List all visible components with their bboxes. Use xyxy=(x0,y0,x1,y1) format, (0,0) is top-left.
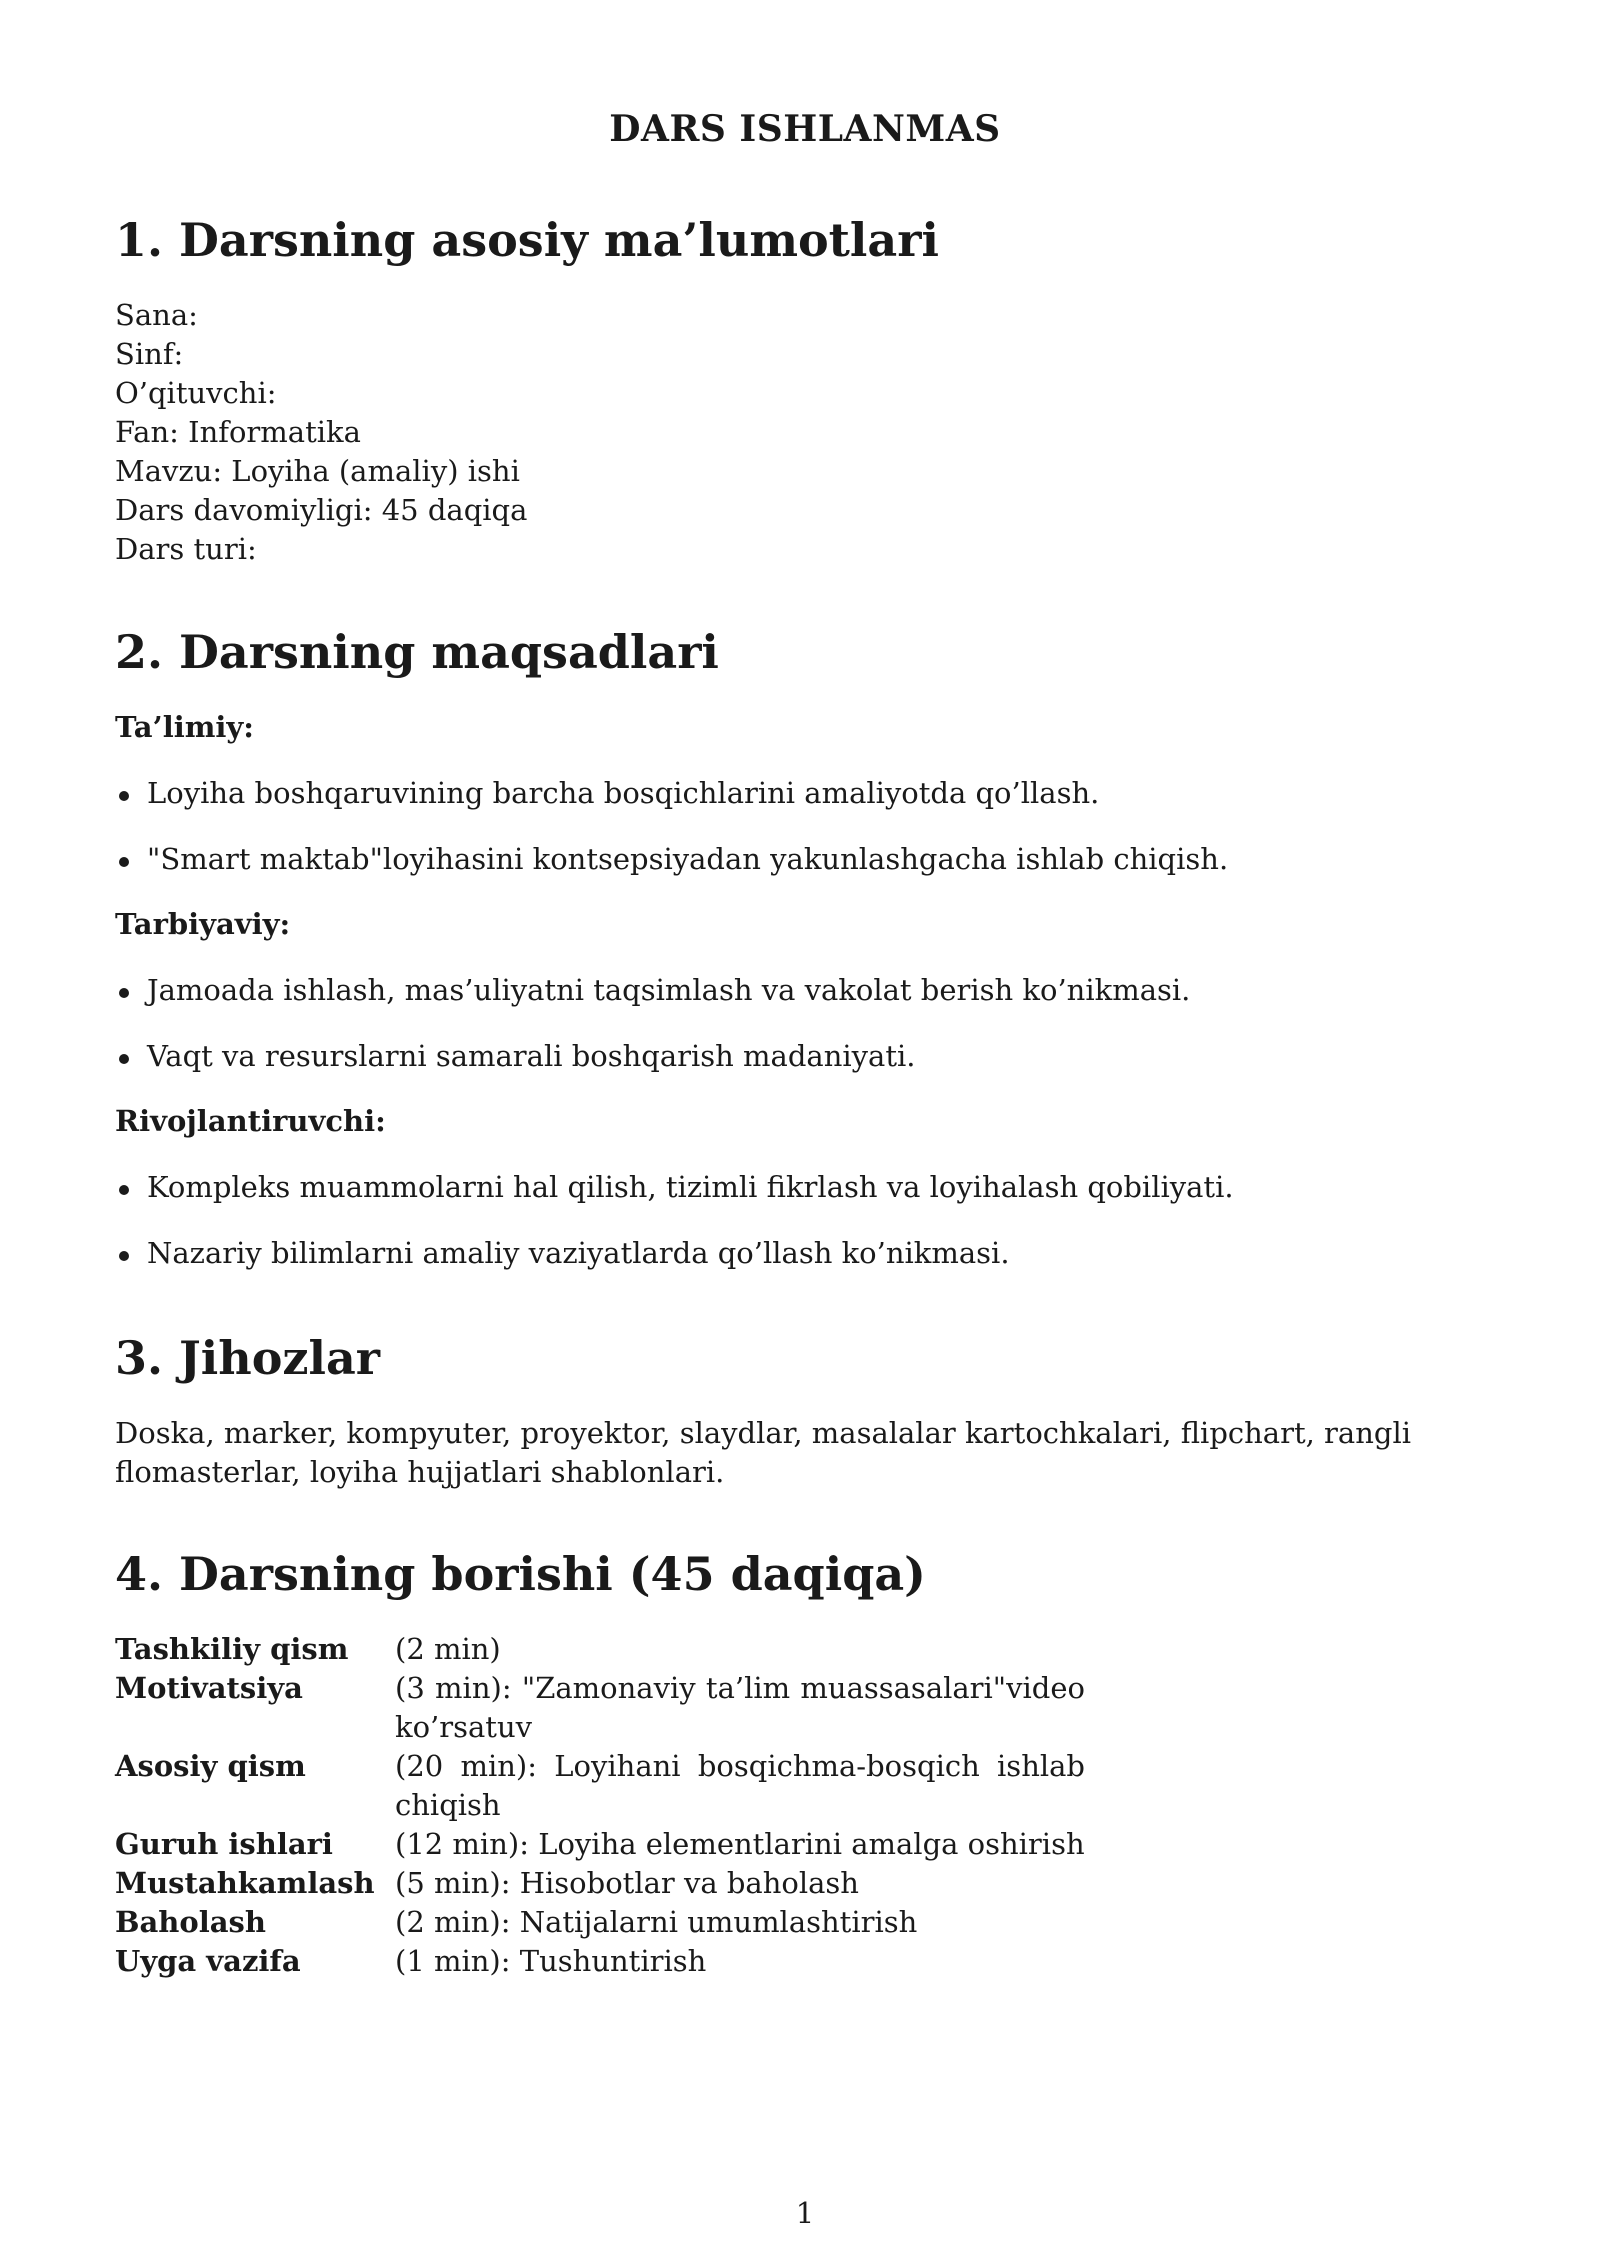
goal-list-developmental xyxy=(115,1168,1234,1300)
info-line-lesson-type: Dars turi: xyxy=(115,532,257,566)
list-item: Nazariy bilimlarni amaliy vaziyatlarda qo’llash ko’nikmasi. xyxy=(115,1234,1234,1273)
list-item: Vaqt va resurslarni samarali boshqarish madaniyati. xyxy=(115,1037,1190,1076)
table-row xyxy=(115,1942,1085,1981)
basic-info-list xyxy=(115,296,527,569)
list-item: Kompleks muammolarni hal qilish, tizimli fikrlash va loyihalash qobiliyati. xyxy=(115,1168,1234,1207)
section-heading-goals: 2. Darsning maqsadlari xyxy=(115,625,719,679)
equipment-text: Doska, marker, kompyuter, proyektor, slaydlar, masalalar kartochkalari, flipchart, rangli flomasterlar, loyiha hujjatlari shablonlari. xyxy=(115,1416,1411,1489)
info-line-class: Sinf: xyxy=(115,337,184,371)
goal-group-title-educational: Ta’limiy: xyxy=(115,710,254,744)
section-heading-equipment: 3. Jihozlar xyxy=(115,1331,381,1385)
table-row xyxy=(115,1864,1085,1903)
lesson-flow-table xyxy=(115,1630,1085,1981)
flow-label: Guruh ishlari xyxy=(115,1827,333,1861)
flow-label: Uyga vazifa xyxy=(115,1944,301,1978)
info-line-subject: Fan: Informatika xyxy=(115,415,361,449)
flow-desc: (5 min): Hisobotlar va baholash xyxy=(395,1866,859,1900)
info-line-teacher: O’qituvchi: xyxy=(115,376,277,410)
info-line-topic: Mavzu: Loyiha (amaliy) ishi xyxy=(115,454,520,488)
list-item: Loyiha boshqaruvining barcha bosqichlarini amaliyotda qo’llash. xyxy=(115,774,1228,813)
table-row xyxy=(115,1747,1085,1825)
flow-label: Mustahkamlash xyxy=(115,1866,375,1900)
flow-desc: (20 min): Loyihani bosqichma-bosqich ishlab chiqish xyxy=(395,1749,1085,1822)
flow-label: Tashkiliy qism xyxy=(115,1632,349,1666)
list-item: Jamoada ishlash, mas’uliyatni taqsimlash va vakolat berish ko’nikmasi. xyxy=(115,971,1190,1010)
flow-desc: (12 min): Loyiha elementlarini amalga oshirish xyxy=(395,1827,1085,1861)
goal-group-title-upbringing: Tarbiyaviy: xyxy=(115,907,291,941)
info-line-duration: Dars davomiyligi: 45 daqiqa xyxy=(115,493,528,527)
table-row xyxy=(115,1669,1085,1747)
flow-label: Asosiy qism xyxy=(115,1749,306,1783)
table-row xyxy=(115,1630,1085,1669)
flow-desc: (2 min): Natijalarni umumlashtirish xyxy=(395,1905,918,1939)
section-heading-basic-info: 1. Darsning asosiy ma’lumotlari xyxy=(115,213,939,267)
list-item: "Smart maktab"loyihasini kontsepsiyadan yakunlashgacha ishlab chiqish. xyxy=(115,840,1228,879)
section-heading-lesson-flow: 4. Darsning borishi (45 daqiqa) xyxy=(115,1547,926,1601)
flow-desc: (3 min): "Zamonaviy ta’lim muassasalari"video ko’rsatuv xyxy=(395,1671,1085,1744)
flow-desc: (1 min): Tushuntirish xyxy=(395,1944,707,1978)
table-row xyxy=(115,1903,1085,1942)
info-line-date: Sana: xyxy=(115,298,198,332)
document-title: DARS ISHLANMAS xyxy=(609,108,1001,150)
flow-label: Baholash xyxy=(115,1905,266,1939)
flow-label: Motivatsiya xyxy=(115,1671,303,1705)
page-number: 1 xyxy=(795,2196,815,2230)
goal-list-educational xyxy=(115,774,1228,906)
table-row xyxy=(115,1825,1085,1864)
flow-desc: (2 min) xyxy=(395,1632,501,1666)
goal-list-upbringing xyxy=(115,971,1190,1103)
goal-group-title-developmental: Rivojlantiruvchi: xyxy=(115,1104,386,1138)
